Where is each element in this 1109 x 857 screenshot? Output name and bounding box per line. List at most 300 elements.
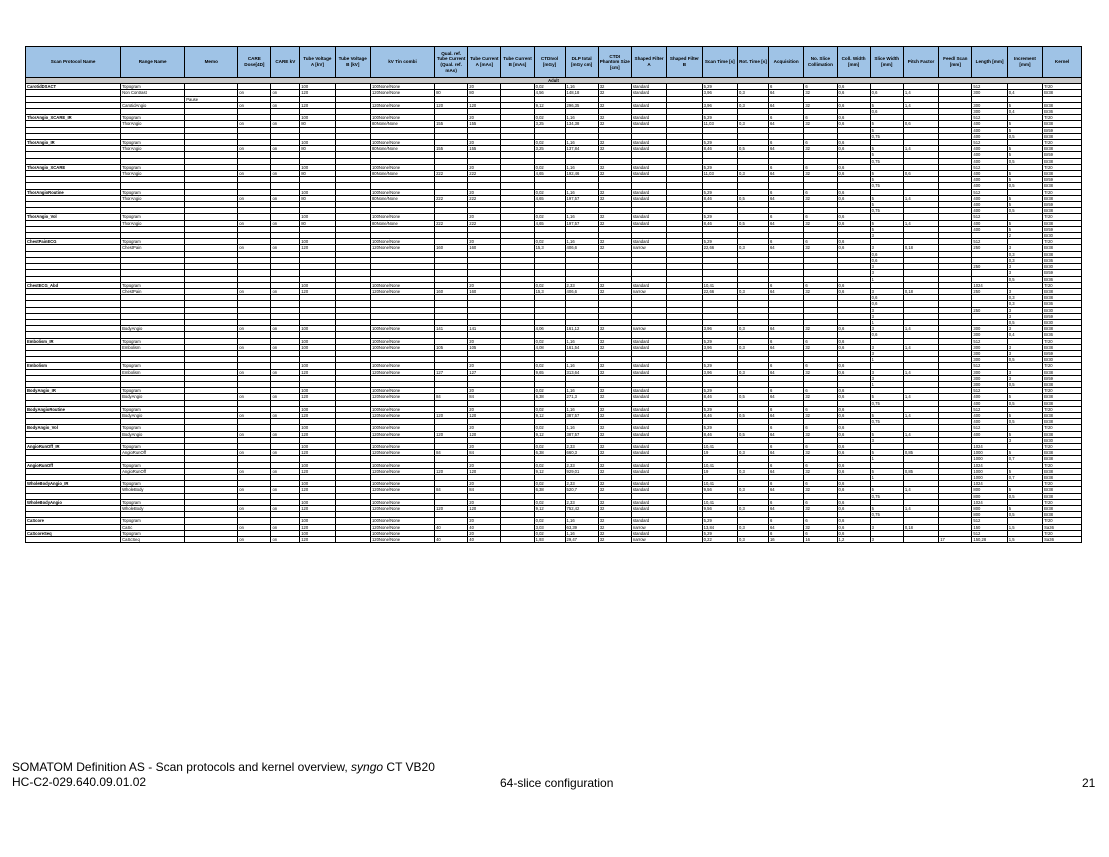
table-cell: 0,6 (837, 164, 870, 170)
table-cell: 64 (768, 431, 803, 437)
table-cell: 64 (768, 245, 803, 251)
table-cell: 0,6 (837, 344, 870, 350)
table-cell: 6 (768, 499, 803, 505)
table-cell: 9,12 (534, 468, 565, 474)
table-cell: 120 (468, 468, 501, 474)
table-cell: 3 (1007, 288, 1042, 294)
table-cell: 64 (768, 487, 803, 493)
table-cell: Br38 (1043, 456, 1082, 462)
table-cell: 3,25 (534, 146, 565, 152)
column-header: kV Tin combi (370, 47, 434, 78)
table-cell: 2,33 (565, 499, 598, 505)
table-cell: 3,96 (702, 102, 737, 108)
table-cell: 32 (598, 406, 631, 412)
table-cell: 6 (768, 164, 803, 170)
protocol-table (25, 46, 1082, 543)
table-cell: narrow (631, 245, 666, 251)
table-cell: 64 (768, 468, 803, 474)
table-cell: 400 (972, 431, 1007, 437)
table-cell: 0,3 (1007, 257, 1042, 263)
table-cell: 1024 (972, 282, 1007, 288)
table-cell: 400 (972, 127, 1007, 133)
table-cell: 5,29 (702, 363, 737, 369)
table-cell: Non Contrast (121, 90, 185, 96)
table-cell: 120 (435, 506, 468, 512)
table-cell: 32 (598, 344, 631, 350)
table-cell: CaScore (26, 518, 121, 524)
table-cell: 300 (972, 332, 1007, 338)
table-cell: standard (631, 220, 666, 226)
table-cell: 5 (870, 226, 903, 232)
table-cell: WholeBodyAngio_IR (26, 481, 121, 487)
table-cell: 512 (972, 84, 1007, 90)
table-cell: on (271, 487, 300, 493)
table-cell: 6 (804, 239, 837, 245)
table-cell: 20 (468, 499, 501, 505)
table-cell: Br30 (1043, 264, 1082, 270)
table-cell: 400 (972, 146, 1007, 152)
table-cell: 222 (435, 171, 468, 177)
table-cell: 1,16 (565, 363, 598, 369)
table-cell: 400 (972, 419, 1007, 425)
table-cell: 20 (468, 84, 501, 90)
table-cell: 1,16 (565, 518, 598, 524)
table-cell: 100 (300, 282, 335, 288)
table-cell: standard (631, 394, 666, 400)
table-cell: 0,5 (1007, 512, 1042, 518)
table-cell: 64 (768, 369, 803, 375)
table-cell: 1,4 (903, 369, 938, 375)
table-cell: 32 (598, 468, 631, 474)
table-cell: 3 (870, 313, 903, 319)
table-header-row (26, 47, 1082, 78)
table-cell: 0,6 (837, 506, 870, 512)
table-cell: standard (631, 363, 666, 369)
table-cell: Tr20 (1043, 518, 1082, 524)
table-cell: 0,6 (837, 171, 870, 177)
table-cell: 32 (804, 146, 837, 152)
table-cell: 127 (435, 369, 468, 375)
table-cell: 100None/None (370, 425, 434, 431)
table-cell: 5 (870, 450, 903, 456)
table-cell: Topogram (121, 282, 185, 288)
table-cell: 64 (768, 171, 803, 177)
table-cell: 32 (598, 506, 631, 512)
table-cell: on (238, 506, 271, 512)
table-cell: 32 (598, 214, 631, 220)
table-cell: 0,6 (837, 338, 870, 344)
table-cell: 5 (1007, 171, 1042, 177)
table-cell: 1,4 (903, 412, 938, 418)
table-cell: 100None/None (370, 462, 434, 468)
table-cell: 0,3 (738, 450, 769, 456)
table-cell: 0,75 (870, 133, 903, 139)
table-cell: 0,18 (903, 524, 938, 530)
table-cell: 0,02 (534, 239, 565, 245)
table-cell: Br59 (1043, 226, 1082, 232)
table-cell: standard (631, 506, 666, 512)
table-cell: Topogram (121, 406, 185, 412)
table-cell: 0,18 (903, 245, 938, 251)
table-cell: 5 (1007, 226, 1042, 232)
table-cell: 5 (1007, 506, 1042, 512)
table-cell: ThorAngio (121, 195, 185, 201)
column-header: Slice Width [mm] (870, 47, 903, 78)
column-header: Tube Current A [mAs] (468, 47, 501, 78)
table-cell: 300 (972, 369, 1007, 375)
table-cell: 120None/None (370, 102, 434, 108)
table-cell: 120 (300, 524, 335, 530)
table-cell: 1,16 (565, 425, 598, 431)
table-cell: 0,02 (534, 140, 565, 146)
table-cell: 120None/None (370, 431, 434, 437)
table-cell: 9,12 (534, 431, 565, 437)
table-cell: 80None/None (370, 220, 434, 226)
table-cell: 120None/None (370, 487, 434, 493)
table-cell: Br38 (1043, 506, 1082, 512)
table-cell: 1,16 (565, 115, 598, 121)
table-cell: 1,16 (565, 388, 598, 394)
table-cell: 120 (435, 412, 468, 418)
table-cell: CaScSeq (121, 537, 185, 543)
table-cell: Br38 (1043, 475, 1082, 481)
table-cell: 1,16 (565, 406, 598, 412)
table-cell: 6 (804, 189, 837, 195)
table-cell: 6 (804, 214, 837, 220)
column-header: CARE kV (271, 47, 300, 78)
table-cell: 1,2 (837, 537, 870, 543)
table-cell: 0,02 (534, 518, 565, 524)
table-cell: 1,4 (903, 195, 938, 201)
table-cell: 3 (1007, 270, 1042, 276)
table-cell: 100None/None (370, 363, 434, 369)
table-cell: 0,6 (837, 90, 870, 96)
table-cell: standard (631, 481, 666, 487)
table-cell: 100 (300, 189, 335, 195)
table-cell: 3 (1007, 326, 1042, 332)
table-cell: 0,6 (837, 140, 870, 146)
table-cell: 1024 (972, 481, 1007, 487)
table-cell: 120 (300, 288, 335, 294)
table-cell: 120None/None (370, 524, 434, 530)
table-cell: Br38 (1043, 412, 1082, 418)
table-cell: 0,02 (534, 388, 565, 394)
table-cell: 5 (1007, 468, 1042, 474)
table-cell: 16 (768, 537, 803, 543)
table-cell: 20 (468, 425, 501, 431)
table-cell: Topogram (121, 462, 185, 468)
table-cell: 300 (972, 381, 1007, 387)
table-cell: 100None/None (370, 189, 434, 195)
table-cell: 5 (1007, 121, 1042, 127)
table-cell: 0,3 (738, 171, 769, 177)
table-cell: 32 (598, 394, 631, 400)
table-cell: 32 (598, 481, 631, 487)
table-cell: Sa36 (1043, 537, 1082, 543)
table-cell: 5 (870, 487, 903, 493)
table-cell: AngioRunOff_IR (26, 443, 121, 449)
table-cell: 0,6 (837, 214, 870, 220)
table-cell: 0,6 (837, 499, 870, 505)
table-cell: 0,02 (534, 481, 565, 487)
table-cell: 120 (468, 506, 501, 512)
table-cell: 64 (768, 450, 803, 456)
table-cell: 406,6 (565, 288, 598, 294)
table-cell: 6 (768, 462, 803, 468)
table-cell: 5,29 (702, 84, 737, 90)
column-header: Scan Protocol Name (26, 47, 121, 78)
table-cell: 3,25 (534, 121, 565, 127)
table-cell: 40 (468, 524, 501, 530)
table-cell: 0,6 (837, 326, 870, 332)
table-cell: Br36 (1043, 276, 1082, 282)
table-cell: Topogram (121, 388, 185, 394)
table-cell: 155 (468, 146, 501, 152)
table-cell: 0,5 (738, 394, 769, 400)
table-cell: 1,16 (565, 214, 598, 220)
table-cell: 0,6 (870, 251, 903, 257)
table-cell: 5,29 (702, 518, 737, 524)
table-cell: Tr20 (1043, 239, 1082, 245)
table-cell: ChestPainECG (26, 239, 121, 245)
table-cell: Br38 (1043, 487, 1082, 493)
table-cell: narrow (631, 288, 666, 294)
table-cell: 3 (870, 288, 903, 294)
table-cell: Br59 (1043, 127, 1082, 133)
table-cell: on (238, 171, 271, 177)
table-cell: Tr20 (1043, 388, 1082, 394)
table-cell: Topogram (121, 164, 185, 170)
table-cell: 8,46 (702, 220, 737, 226)
table-cell: 64 (768, 344, 803, 350)
table-cell: 0,3 (738, 121, 769, 127)
table-cell: 6 (804, 338, 837, 344)
table-cell: 1,4 (903, 90, 938, 96)
table-cell: 5 (1007, 102, 1042, 108)
table-cell: 0,6 (837, 115, 870, 121)
table-cell: 5,29 (702, 164, 737, 170)
table-cell: 800 (972, 493, 1007, 499)
table-cell: 0,6 (837, 524, 870, 530)
table-cell: 100None/None (370, 326, 434, 332)
table-cell: 3,96 (702, 90, 737, 96)
table-cell: Tr20 (1043, 140, 1082, 146)
table-cell: 80None/None (370, 195, 434, 201)
table-cell: 929,01 (565, 468, 598, 474)
table-cell: 1024 (972, 462, 1007, 468)
table-cell: 9,65 (534, 369, 565, 375)
table-cell: 271,3 (565, 394, 598, 400)
table-cell: 1000 (972, 450, 1007, 456)
table-cell: 32 (804, 90, 837, 96)
table-cell: Topogram (121, 115, 185, 121)
table-cell: 6 (804, 115, 837, 121)
table-cell: on (238, 412, 271, 418)
table-cell: 32 (598, 487, 631, 493)
table-cell: standard (631, 468, 666, 474)
table-cell: 0,6 (837, 146, 870, 152)
table-cell: 4,56 (534, 90, 565, 96)
table-cell (335, 537, 370, 543)
table-cell: 120 (300, 506, 335, 512)
column-header: Pitch Factor (903, 47, 938, 78)
table-cell: 64 (768, 394, 803, 400)
table-row (26, 537, 1082, 543)
table-cell: 0,6 (837, 195, 870, 201)
table-cell: 29,47 (565, 537, 598, 543)
table-cell: 120 (435, 102, 468, 108)
table-cell: Br38 (1043, 121, 1082, 127)
table-cell: on (271, 394, 300, 400)
table-cell: 5 (1007, 146, 1042, 152)
column-header: Length [mm] (972, 47, 1007, 78)
table-cell: standard (631, 518, 666, 524)
table-cell: 6 (768, 214, 803, 220)
table-cell: 80 (300, 195, 335, 201)
table-cell: 32 (804, 171, 837, 177)
table-cell: 0,5 (1007, 208, 1042, 214)
table-cell: 2,33 (565, 481, 598, 487)
table-cell: 155 (468, 121, 501, 127)
table-cell: 1,16 (565, 239, 598, 245)
table-cell: 100 (300, 239, 335, 245)
table-cell: 0,6 (837, 412, 870, 418)
table-cell: 400 (972, 177, 1007, 183)
table-cell: 20 (468, 338, 501, 344)
table-cell: 400 (972, 171, 1007, 177)
table-cell: on (238, 146, 271, 152)
table-cell: 0,02 (534, 164, 565, 170)
table-cell: 512 (972, 239, 1007, 245)
table-cell: 0,6 (837, 406, 870, 412)
table-cell: 5 (1007, 127, 1042, 133)
table-cell: 105 (468, 344, 501, 350)
table-cell: CaScoreSeq (26, 530, 121, 536)
table-cell: 192,46 (565, 171, 598, 177)
table-cell: 3 (870, 264, 903, 270)
table-cell: 9,12 (534, 506, 565, 512)
table-cell: on (238, 220, 271, 226)
table-cell: 32 (804, 431, 837, 437)
table-cell: 6 (768, 84, 803, 90)
table-cell: 512 (972, 530, 1007, 536)
table-cell: 0,5 (1007, 276, 1042, 282)
table-cell: Br38 (1043, 450, 1082, 456)
table-cell: 0,75 (870, 208, 903, 214)
table-cell: 0,6 (837, 189, 870, 195)
table-cell: 512 (972, 425, 1007, 431)
table-cell: 127 (468, 369, 501, 375)
table-cell: 32 (804, 344, 837, 350)
table-cell: 6 (804, 282, 837, 288)
table-cell: 1024 (972, 499, 1007, 505)
table-cell: 0,02 (534, 462, 565, 468)
table-cell: 3 (870, 233, 903, 239)
table-cell: Topogram (121, 518, 185, 524)
table-cell: CarotidAngio (121, 102, 185, 108)
table-cell: standard (631, 450, 666, 456)
table-cell: 120 (300, 450, 335, 456)
table-cell: 9,56 (702, 506, 737, 512)
table-cell: 9,12 (534, 102, 565, 108)
table-cell: Br36 (1043, 301, 1082, 307)
table-cell: 660,3 (565, 450, 598, 456)
table-cell: 120None/None (370, 450, 434, 456)
table-cell: Br38 (1043, 245, 1082, 251)
column-header: Tube Current B [mAs] (501, 47, 534, 78)
table-cell: 4,65 (534, 171, 565, 177)
table-cell: Embolism (121, 369, 185, 375)
table-cell: 15,3 (534, 245, 565, 251)
table-cell: 100 (300, 388, 335, 394)
table-cell: on (271, 450, 300, 456)
table-cell: 20 (468, 189, 501, 195)
table-cell: 406,6 (565, 245, 598, 251)
table-cell: 20 (468, 462, 501, 468)
table-cell: 32 (598, 412, 631, 418)
table-cell: 120 (300, 431, 335, 437)
table-cell: 1,16 (565, 164, 598, 170)
table-cell: 0,75 (870, 183, 903, 189)
table-cell: 120 (468, 102, 501, 108)
table-cell: 120 (300, 90, 335, 96)
table-cell: 20 (468, 518, 501, 524)
table-cell: Br38 (1043, 251, 1082, 257)
table-cell: Br38 (1043, 400, 1082, 406)
table-cell: 512 (972, 189, 1007, 195)
column-header: Tube Voltage A [kV] (300, 47, 335, 78)
table-cell: on (238, 369, 271, 375)
table-cell: 0,02 (534, 443, 565, 449)
table-cell: Br38 (1043, 158, 1082, 164)
table-cell: 0,85 (903, 450, 938, 456)
table-cell: 80None/None (370, 146, 434, 152)
table-cell: 3 (1007, 437, 1042, 443)
document-number: HC-C2-029.640.09.01.02 (12, 775, 147, 789)
table-cell: ThorAngioRoutine (26, 189, 121, 195)
table-cell: standard (631, 195, 666, 201)
column-header: Increment [mm] (1007, 47, 1042, 78)
table-cell: 1 (870, 381, 903, 387)
table-cell: 32 (598, 499, 631, 505)
table-cell: 5 (870, 202, 903, 208)
table-cell: 400 (972, 133, 1007, 139)
table-cell: 6 (804, 84, 837, 90)
table-cell: Br38 (1043, 102, 1082, 108)
table-cell: 32 (598, 524, 631, 530)
table-cell: 20 (468, 140, 501, 146)
table-cell: 5,29 (702, 388, 737, 394)
table-cell: 3,96 (702, 369, 737, 375)
table-cell: 20 (468, 164, 501, 170)
table-cell: 155 (435, 121, 468, 127)
table-cell: 32 (598, 115, 631, 121)
table-cell: 0,4 (1007, 90, 1042, 96)
table-cell: 150,28 (972, 537, 1007, 543)
table-cell: 0,5 (1007, 419, 1042, 425)
table-cell: on (238, 524, 271, 530)
table-cell: 5 (870, 506, 903, 512)
table-cell: Embolism (121, 344, 185, 350)
table-cell: 520,7 (565, 487, 598, 493)
table-cell: 84 (468, 487, 501, 493)
table-cell: on (238, 326, 271, 332)
table-cell: Br38 (1043, 419, 1082, 425)
table-cell: 0,02 (534, 425, 565, 431)
table-cell: 120 (468, 412, 501, 418)
table-cell: 0,6 (837, 388, 870, 394)
table-cell: 512 (972, 363, 1007, 369)
